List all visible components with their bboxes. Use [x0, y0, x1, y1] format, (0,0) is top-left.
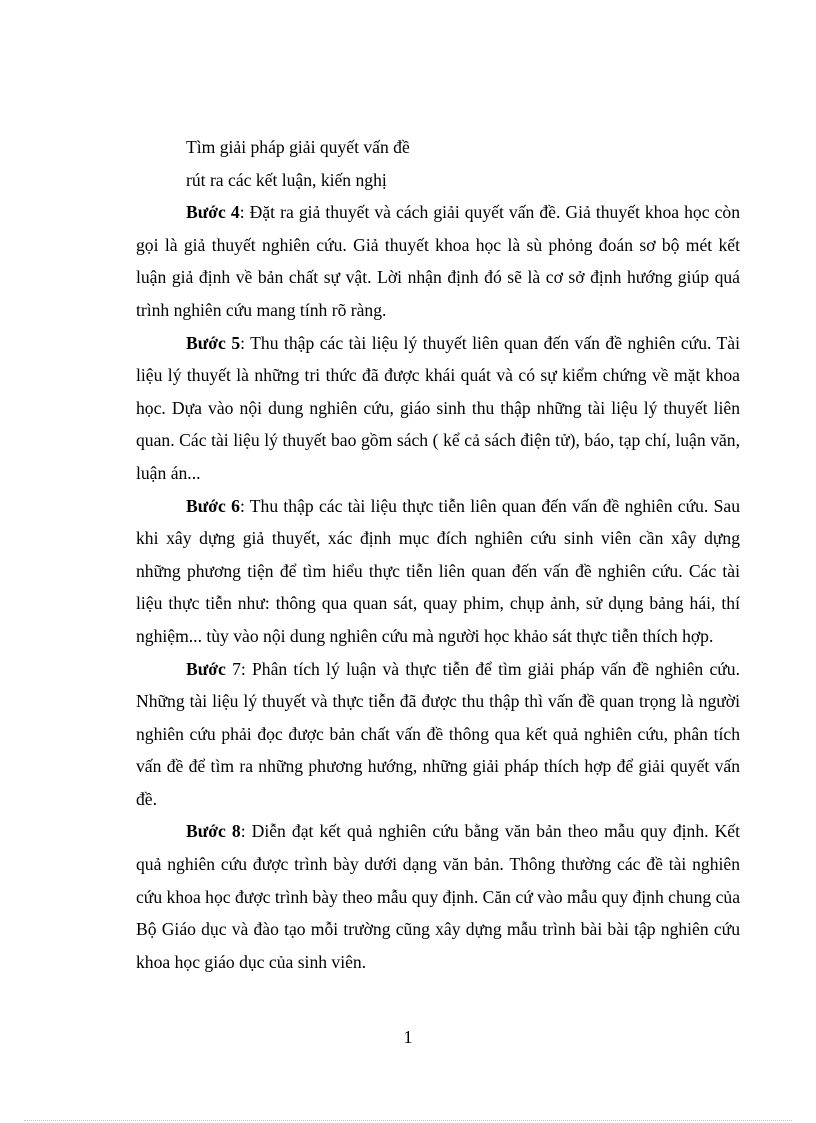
body-line: Tìm giải pháp giải quyết vấn đề	[186, 137, 410, 157]
page-bottom-divider	[24, 1120, 792, 1121]
page-number: 1	[403, 1027, 413, 1047]
step-label: Bước 5	[186, 332, 241, 353]
step-paragraph	[136, 196, 740, 326]
step-label: Bước 8	[186, 821, 241, 842]
step-paragraph	[136, 327, 740, 490]
step-label: Bước 4	[186, 202, 240, 223]
step-paragraph	[136, 653, 740, 816]
step-paragraph	[136, 815, 740, 978]
step-paragraph	[136, 490, 740, 653]
step-text: : Diễn đạt kết quả nghiên cứu bằng văn bản theo mẫu quy định. Kết quả nghiên cứu được trình bày dưới dạng văn bản. Thông thường các đề tài nghiên cứu khoa học được trình bày theo mẫu quy định. Căn cứ vào mẫu quy định chung của Bộ Giáo dục và đào tạo mỗi trường cũng xây dựng mẫu trình bài bài tập nghiên cứu khoa học giáo dục của sinh viên.	[136, 821, 741, 972]
step-text: : Thu thập các tài liệu thực tiễn liên quan đến vấn đề nghiên cứu. Sau khi xây dựng giả thuyết, xác định mục đích nghiên cứu sinh viên cần xây dựng những phương tiện để tìm hiểu thực tiễn liên quan đến vấn đề nghiên cứu. Các tài liệu thực tiễn như: thông qua quan sát, quay phim, chụp ảnh, sử dụng bảng hái, thí nghiệm... tùy vào nội dung nghiên cứu mà người học khảo sát thực tiễn thích hợp.	[136, 495, 741, 646]
body-line: rút ra các kết luận, kiến nghị	[186, 169, 387, 190]
document-body	[136, 131, 740, 978]
step-text: : Đặt ra giả thuyết và cách giải quyết vấn đề. Giả thuyết khoa học còn gọi là giả thuyết nghiên cứu. Giả thuyết khoa học là sù phỏng đoán sơ bộ mét kết luận giả định về bản chất sự vật. Lời nhận định đó sẽ là cơ sở định hướng giúp quá trình nghiên cứu mang tính rõ ràng.	[136, 202, 740, 320]
step-label: Bước 6	[186, 495, 240, 516]
step-label: Bước	[186, 658, 226, 679]
step-text: : Thu thập các tài liệu lý thuyết liên quan đến vấn đề nghiên cứu. Tài liệu lý thuyết là những tri thức đã được khái quát và có sự kiểm chứng về mặt khoa học. Dựa vào nội dung nghiên cứu, giáo sinh thu thập những tài liệu lý thuyết liên quan. Các tài liệu lý thuyết bao gồm sách ( kể cả sách điện tử), báo, tạp chí, luận văn, luận án...	[136, 332, 740, 483]
step-text: 7: Phân tích lý luận và thực tiễn để tìm giải pháp vấn đề nghiên cứu. Những tài liệu lý thuyết và thực tiễn đã được thu thập thì vấn đề quan trọng là người nghiên cứu phải đọc được bản chất vấn đề thông qua kết quả nghiên cứu, phân tích vấn đề để tìm ra những phương hướng, những giải pháp thích hợp để giải quyết vấn đề.	[136, 658, 740, 809]
